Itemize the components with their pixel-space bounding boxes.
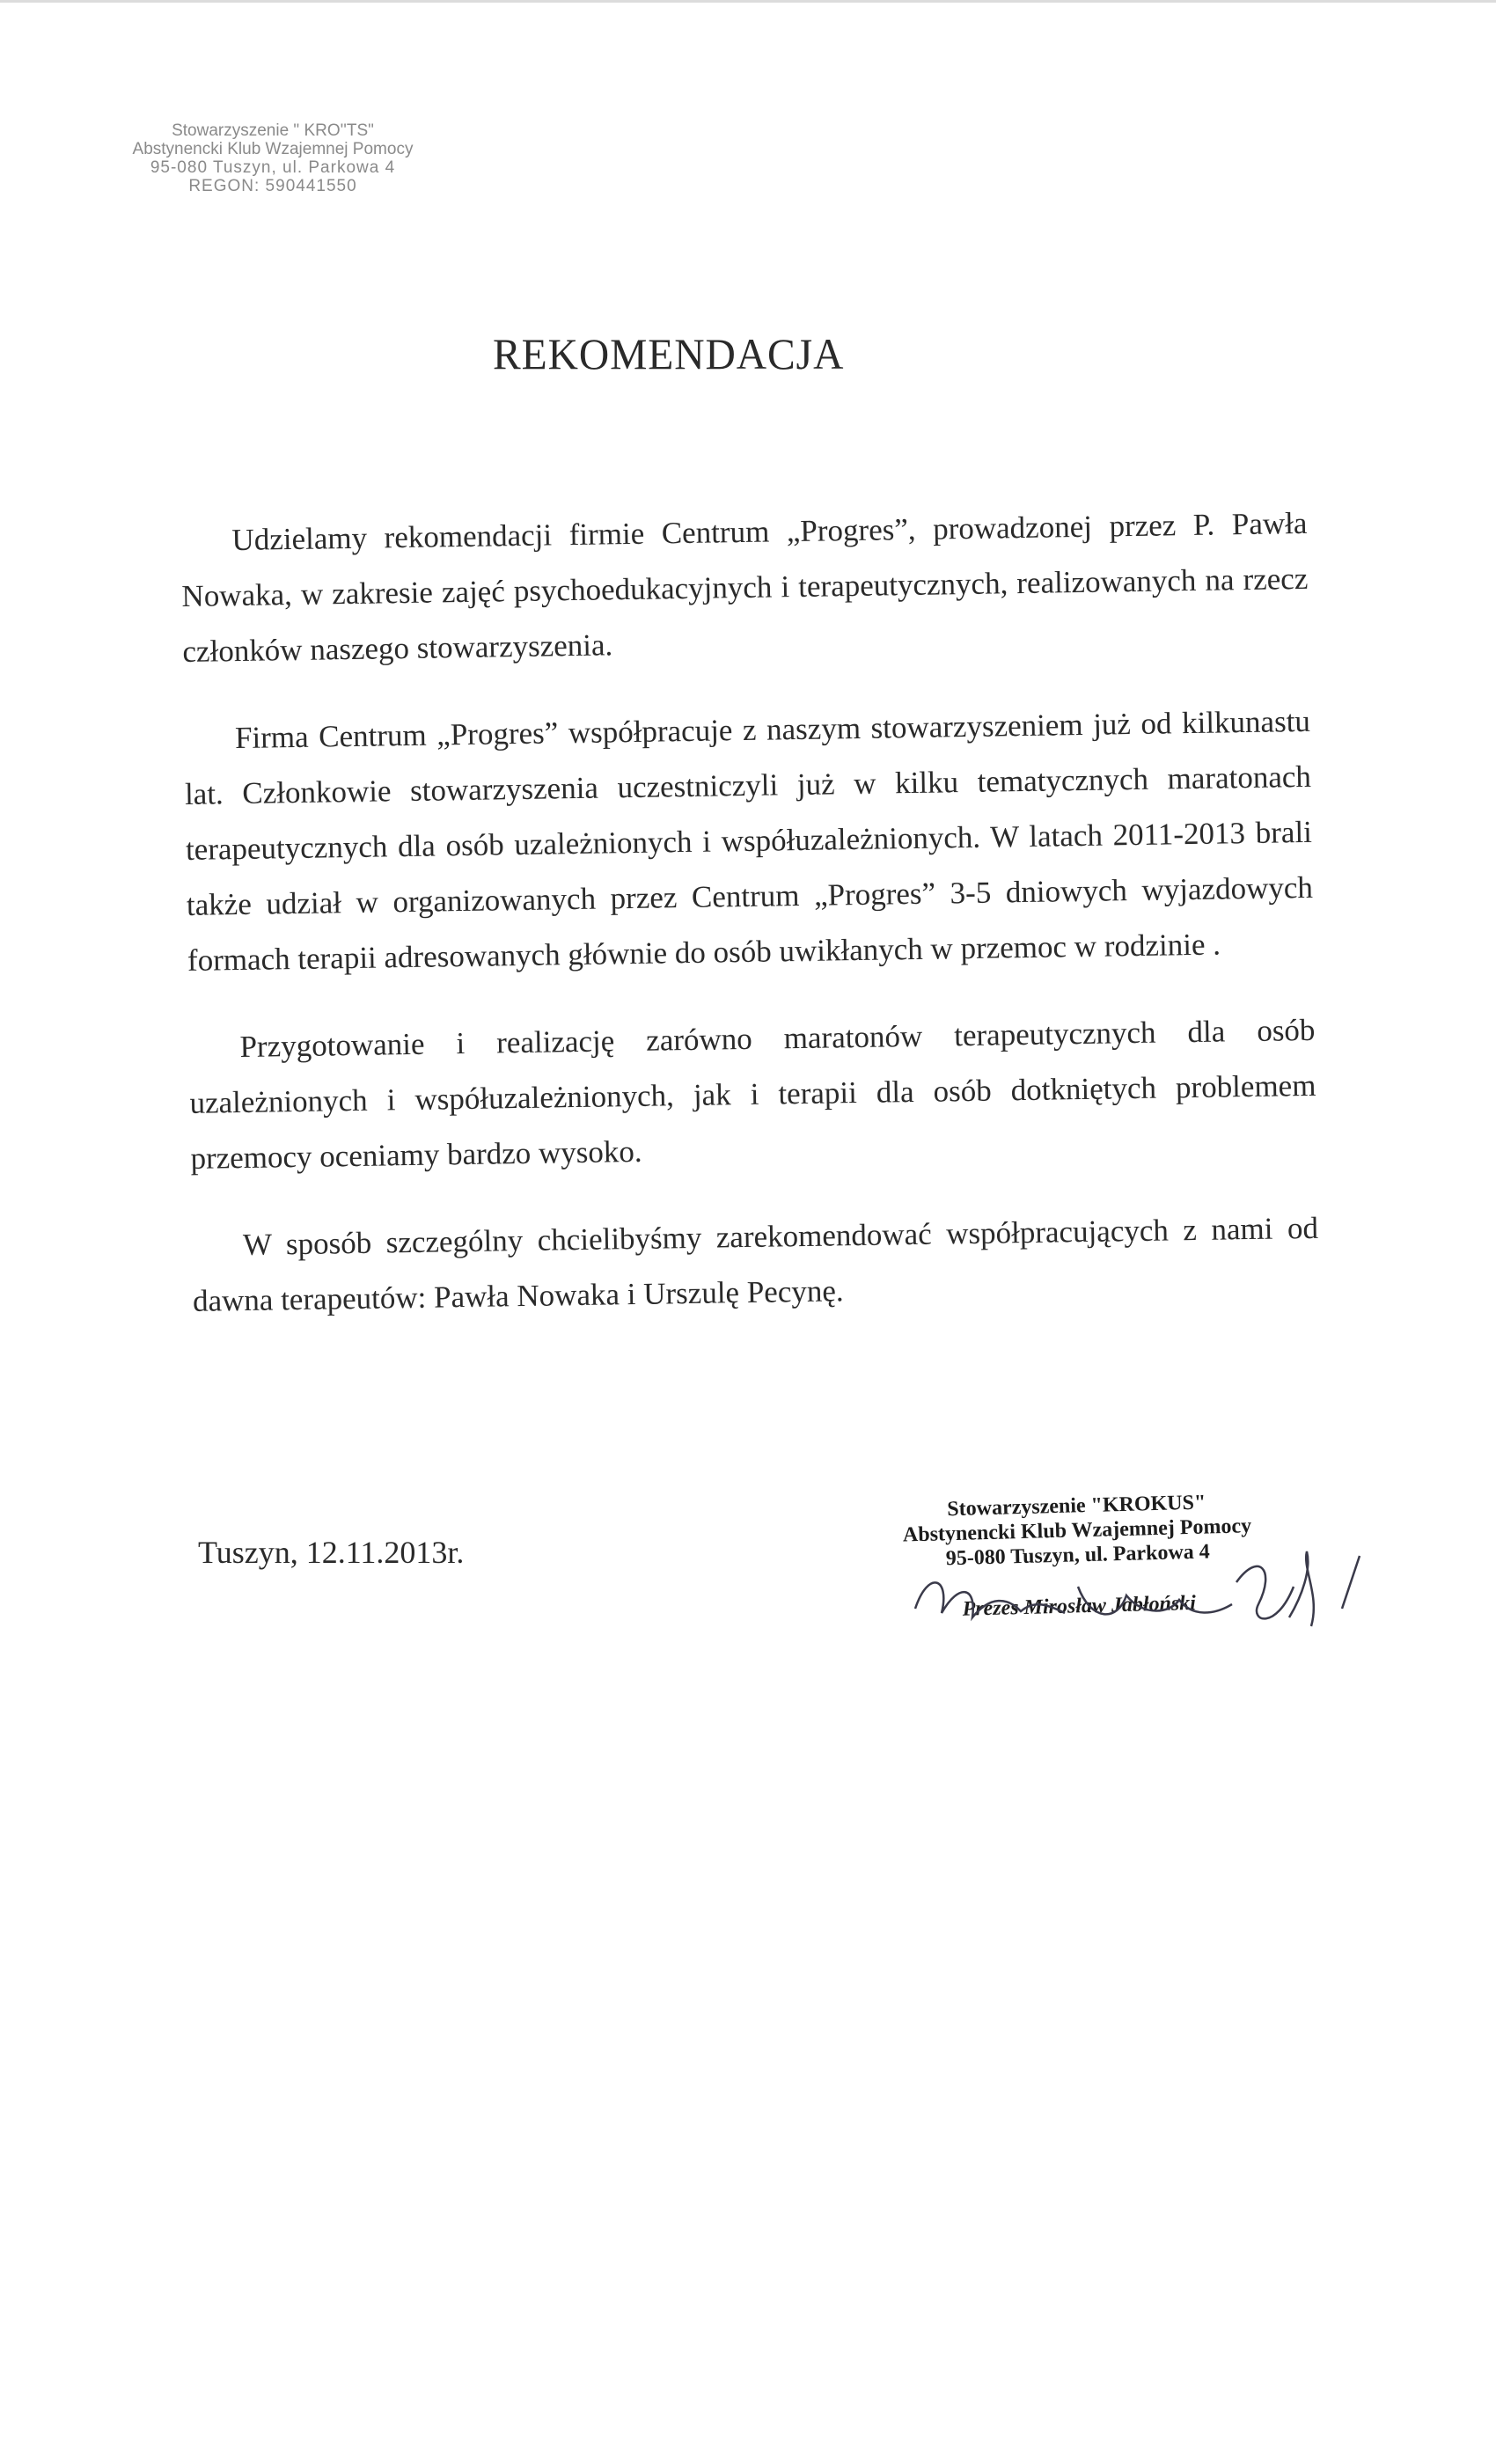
stamp-president-name: Prezes Mirosław Jabłoński <box>962 1591 1197 1621</box>
letterhead-line-1: Stowarzyszenie " KRO''TS" <box>172 121 374 140</box>
paragraph-2: Firma Centrum „Progres” współpracuje z naszym stowarzyszeniem już od kilkunastu lat. Członkowie stowarzyszenia uczestniczyli już w kilku tematycznych maratonach terapeutycznych dla osób uzależnionych i współuzależnionych. W latach 2011-2013 brali także udział w organizowanych przez Centrum „Progres” 3-5 dniowych wyjazdowych formach terapii adresowanych głównie do osób uwikłanych w przemoc w rodzinie . <box>184 703 1314 978</box>
letterhead-line-4: REGON: 590441550 <box>188 177 357 195</box>
letter-body <box>180 495 1320 1360</box>
handwritten-signature <box>889 1534 1382 1648</box>
letterhead-line-3: 95-080 Tuszyn, ul. Parkowa 4 <box>150 158 396 177</box>
paragraph-3: Przygotowanie i realizację zarówno maratonów terapeutycznych dla osób uzależnionych i współuzależnionych, jak i terapii dla osób dotkniętych problemem przemocy oceniamy bardzo wysoko. <box>189 1012 1316 1176</box>
letterhead-line-2: Abstynencki Klub Wzajemnej Pomocy <box>132 140 414 158</box>
letterhead-stamp <box>114 121 431 195</box>
stamp-line-1: Stowarzyszenie "KROKUS" <box>947 1491 1206 1522</box>
stamp-line-2: Abstynencki Klub Wzajemnej Pomocy <box>902 1514 1252 1547</box>
paragraph-1: Udzielamy rekomendacji firmie Centrum „Progres”, prowadzonej przez P. Pawła Nowaka, w zakresie zajęć psychoedukacyjnych i terapeutycznych, realizowanych na rzecz członków naszego stowarzyszenia. <box>181 505 1309 669</box>
stamp-line-3: 95-080 Tuszyn, ul. Parkowa 4 <box>945 1540 1211 1571</box>
paragraph-4: W sposób szczególny chcielibyśmy zarekomendować współpracujących z nami od dawna terapeutów: Pawła Nowaka i Urszulę Pecynę. <box>192 1210 1319 1318</box>
document-title: REKOMENDACJA <box>493 329 845 378</box>
place-and-date: Tuszyn, 12.11.2013r. <box>198 1535 465 1570</box>
